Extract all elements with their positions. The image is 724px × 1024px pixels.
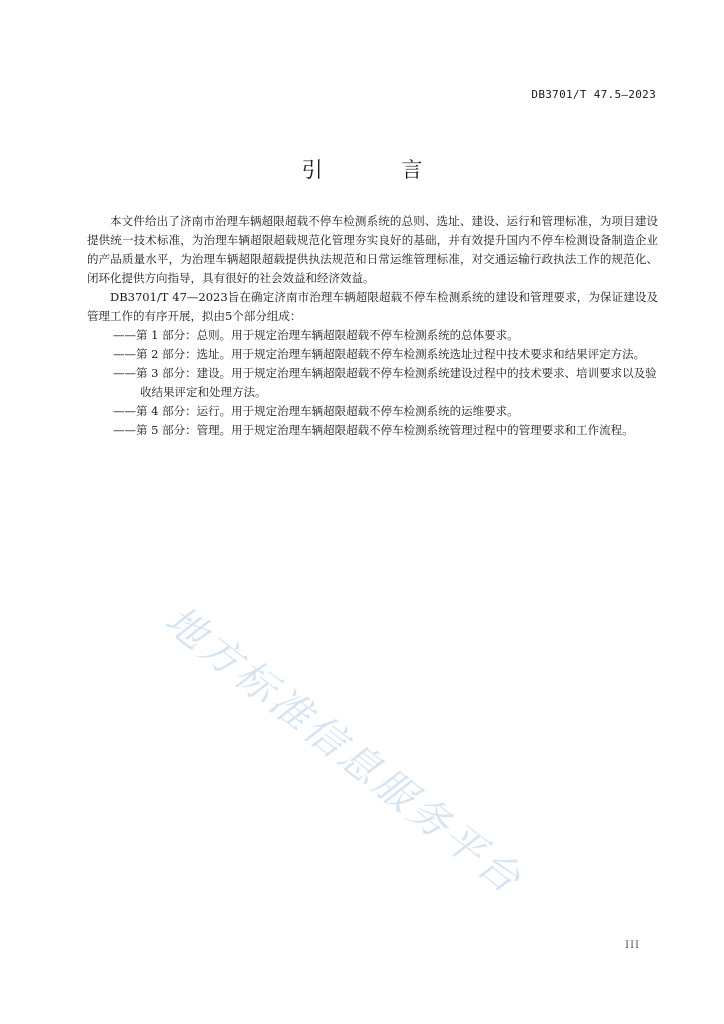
page-title: 引 言 bbox=[301, 158, 459, 182]
document-code: DB3701/T 47.5—2023 bbox=[531, 88, 656, 101]
intro-paragraph: 本文件给出了济南市治理车辆超限超载不停车检测系统的总则、选址、建设、运行和管理标准，为项目建设提供统一技术标准，为治理车辆超限超载规范化管理夯实良好的基础，并有效提升国内不停车检测设备制造企业的产品质量水平，为治理车辆超限超载提供执法规范和日常运维管理标准，对交通运输行政执法工作的规范化、闭环化提供方向指导，具有很好的社会效益和经济效益。 bbox=[87, 214, 658, 285]
watermark: 地方标准信息服务平台 bbox=[156, 597, 532, 905]
part-list-item: ——第 2 部分：选址。用于规定治理车辆超限超载不停车检测系统选址过程中技术要求和结果评定方法。 bbox=[113, 347, 646, 361]
part-list-item: ——第 4 部分：运行。用于规定治理车辆超限超载不停车检测系统的运维要求。 bbox=[113, 404, 519, 418]
part-list-item: ——第 1 部分：总则。用于规定治理车辆超限超载不停车检测系统的总体要求。 bbox=[113, 328, 519, 342]
document-body bbox=[87, 212, 658, 440]
structure-paragraph: DB3701/T 47—2023旨在确定济南市治理车辆超限超载不停车检测系统的建设和管理要求，为保证建设及管理工作的有序开展，拟由5个部分组成： bbox=[87, 290, 658, 323]
page-number: III bbox=[625, 940, 640, 951]
part-list-item: ——第 5 部分：管理。用于规定治理车辆超限超载不停车检测系统管理过程中的管理要求和工作流程。 bbox=[113, 423, 634, 437]
part-list-item: ——第 3 部分：建设。用于规定治理车辆超限超载不停车检测系统建设过程中的技术要求、培训要求以及验收结果评定和处理方法。 bbox=[113, 366, 657, 399]
